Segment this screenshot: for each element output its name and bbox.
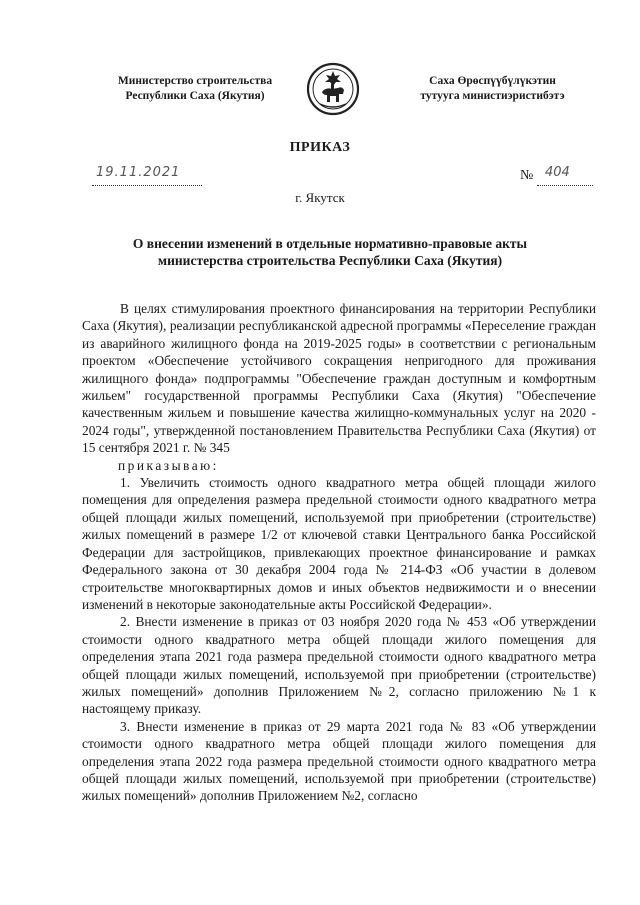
order-directive: приказываю: xyxy=(118,457,219,473)
order-item-2: 2. Внести изменение в приказ от 03 ноября 2020 года № 453 «Об утверждении стоимости одного квадратного метра общей площади жилого помещения для определения этапа 2021 года размера предельной стоимости одного квадратного метра общей площади жилых помещений, используемой при приобретении (строительстве) жилых помещений» дополнив Приложением №2, согласно приложению №1 к настоящему приказу. xyxy=(82,614,596,717)
order-item-1: 1. Увеличить стоимость одного квадратного метра общей площади жилого помещения для определения размера предельной стоимости одного квадратного метра общей площади жилых помещений, используемой при приобретении (строительстве) жилых помещений в размере 1/2 от ключевой ставки Центрального банка Российской Федерации для застройщиков, привлекающих проектное финансирование и рамках Федерального закона от 30 декабря 2004 года № 214-ФЗ «Об участии в долевом строительстве многоквартирных домов и иных объектов недвижимости и о внесении изменений в некоторые законодательные акты Российской Федерации». xyxy=(82,475,596,612)
order-subject-line1: О внесении изменений в отдельные нормативно-правовые акты xyxy=(132,236,528,251)
order-subject-line2: министерства строительства Республики Саха (Якутия) xyxy=(157,253,503,268)
city-name: г. Якутск xyxy=(295,190,345,205)
order-number-field xyxy=(537,167,593,186)
order-item-3: 3. Внести изменение в приказ от 29 марта 2021 года № 83 «Об утверждении стоимости одного квадратного метра общей площади жилого помещения для определения этапа 2022 года размера предельной стоимости одного квадратного метра общей площади жилых помещений, используемой при приобретении (строительстве) жилых помещений» дополнив Приложением №2, согласно xyxy=(82,718,596,804)
ministry-name-russian-line1: Министерство строительства xyxy=(117,75,273,87)
order-subject xyxy=(110,235,550,269)
order-number: 404 xyxy=(545,165,570,180)
ministry-name-sakha xyxy=(395,74,590,104)
ministry-name-russian xyxy=(100,74,290,104)
ministry-name-sakha-line1: Саха Өрөспүүбүлүкэтин xyxy=(429,75,556,87)
sakha-coat-of-arms-icon xyxy=(306,62,360,116)
intro-paragraph: В целях стимулирования проектного финансирования на территории Республики Саха (Якутия), реализации республиканской адресной программы «Переселение граждан из аварийного жилищного фонда на 2019-2025 годы» в соответствии с региональным проектом «Обеспечение устойчивого сокращения непригодного для проживания жилищного фонда» подпрограммы "Обеспечение граждан доступным и комфортным жильем" государственной программы Республики Саха (Якутия) "Обеспечение качественным жильем и повышение качества жилищно-коммунальных услуг на 2020 - 2024 годы", утвержденной постановлением Правительства Республики Саха (Якутия) от 15 сентября 2021 г. № 345 xyxy=(82,301,596,456)
order-date: 19.11.2021 xyxy=(96,165,181,180)
document-title: ПРИКАЗ xyxy=(289,140,351,155)
ministry-name-sakha-line2: тутууга министиэристибэтэ xyxy=(420,90,565,102)
ministry-name-russian-line2: Республики Саха (Якутия) xyxy=(125,90,265,102)
order-number-sign: № xyxy=(520,168,534,183)
order-body xyxy=(82,300,596,805)
order-date-field xyxy=(92,167,202,186)
